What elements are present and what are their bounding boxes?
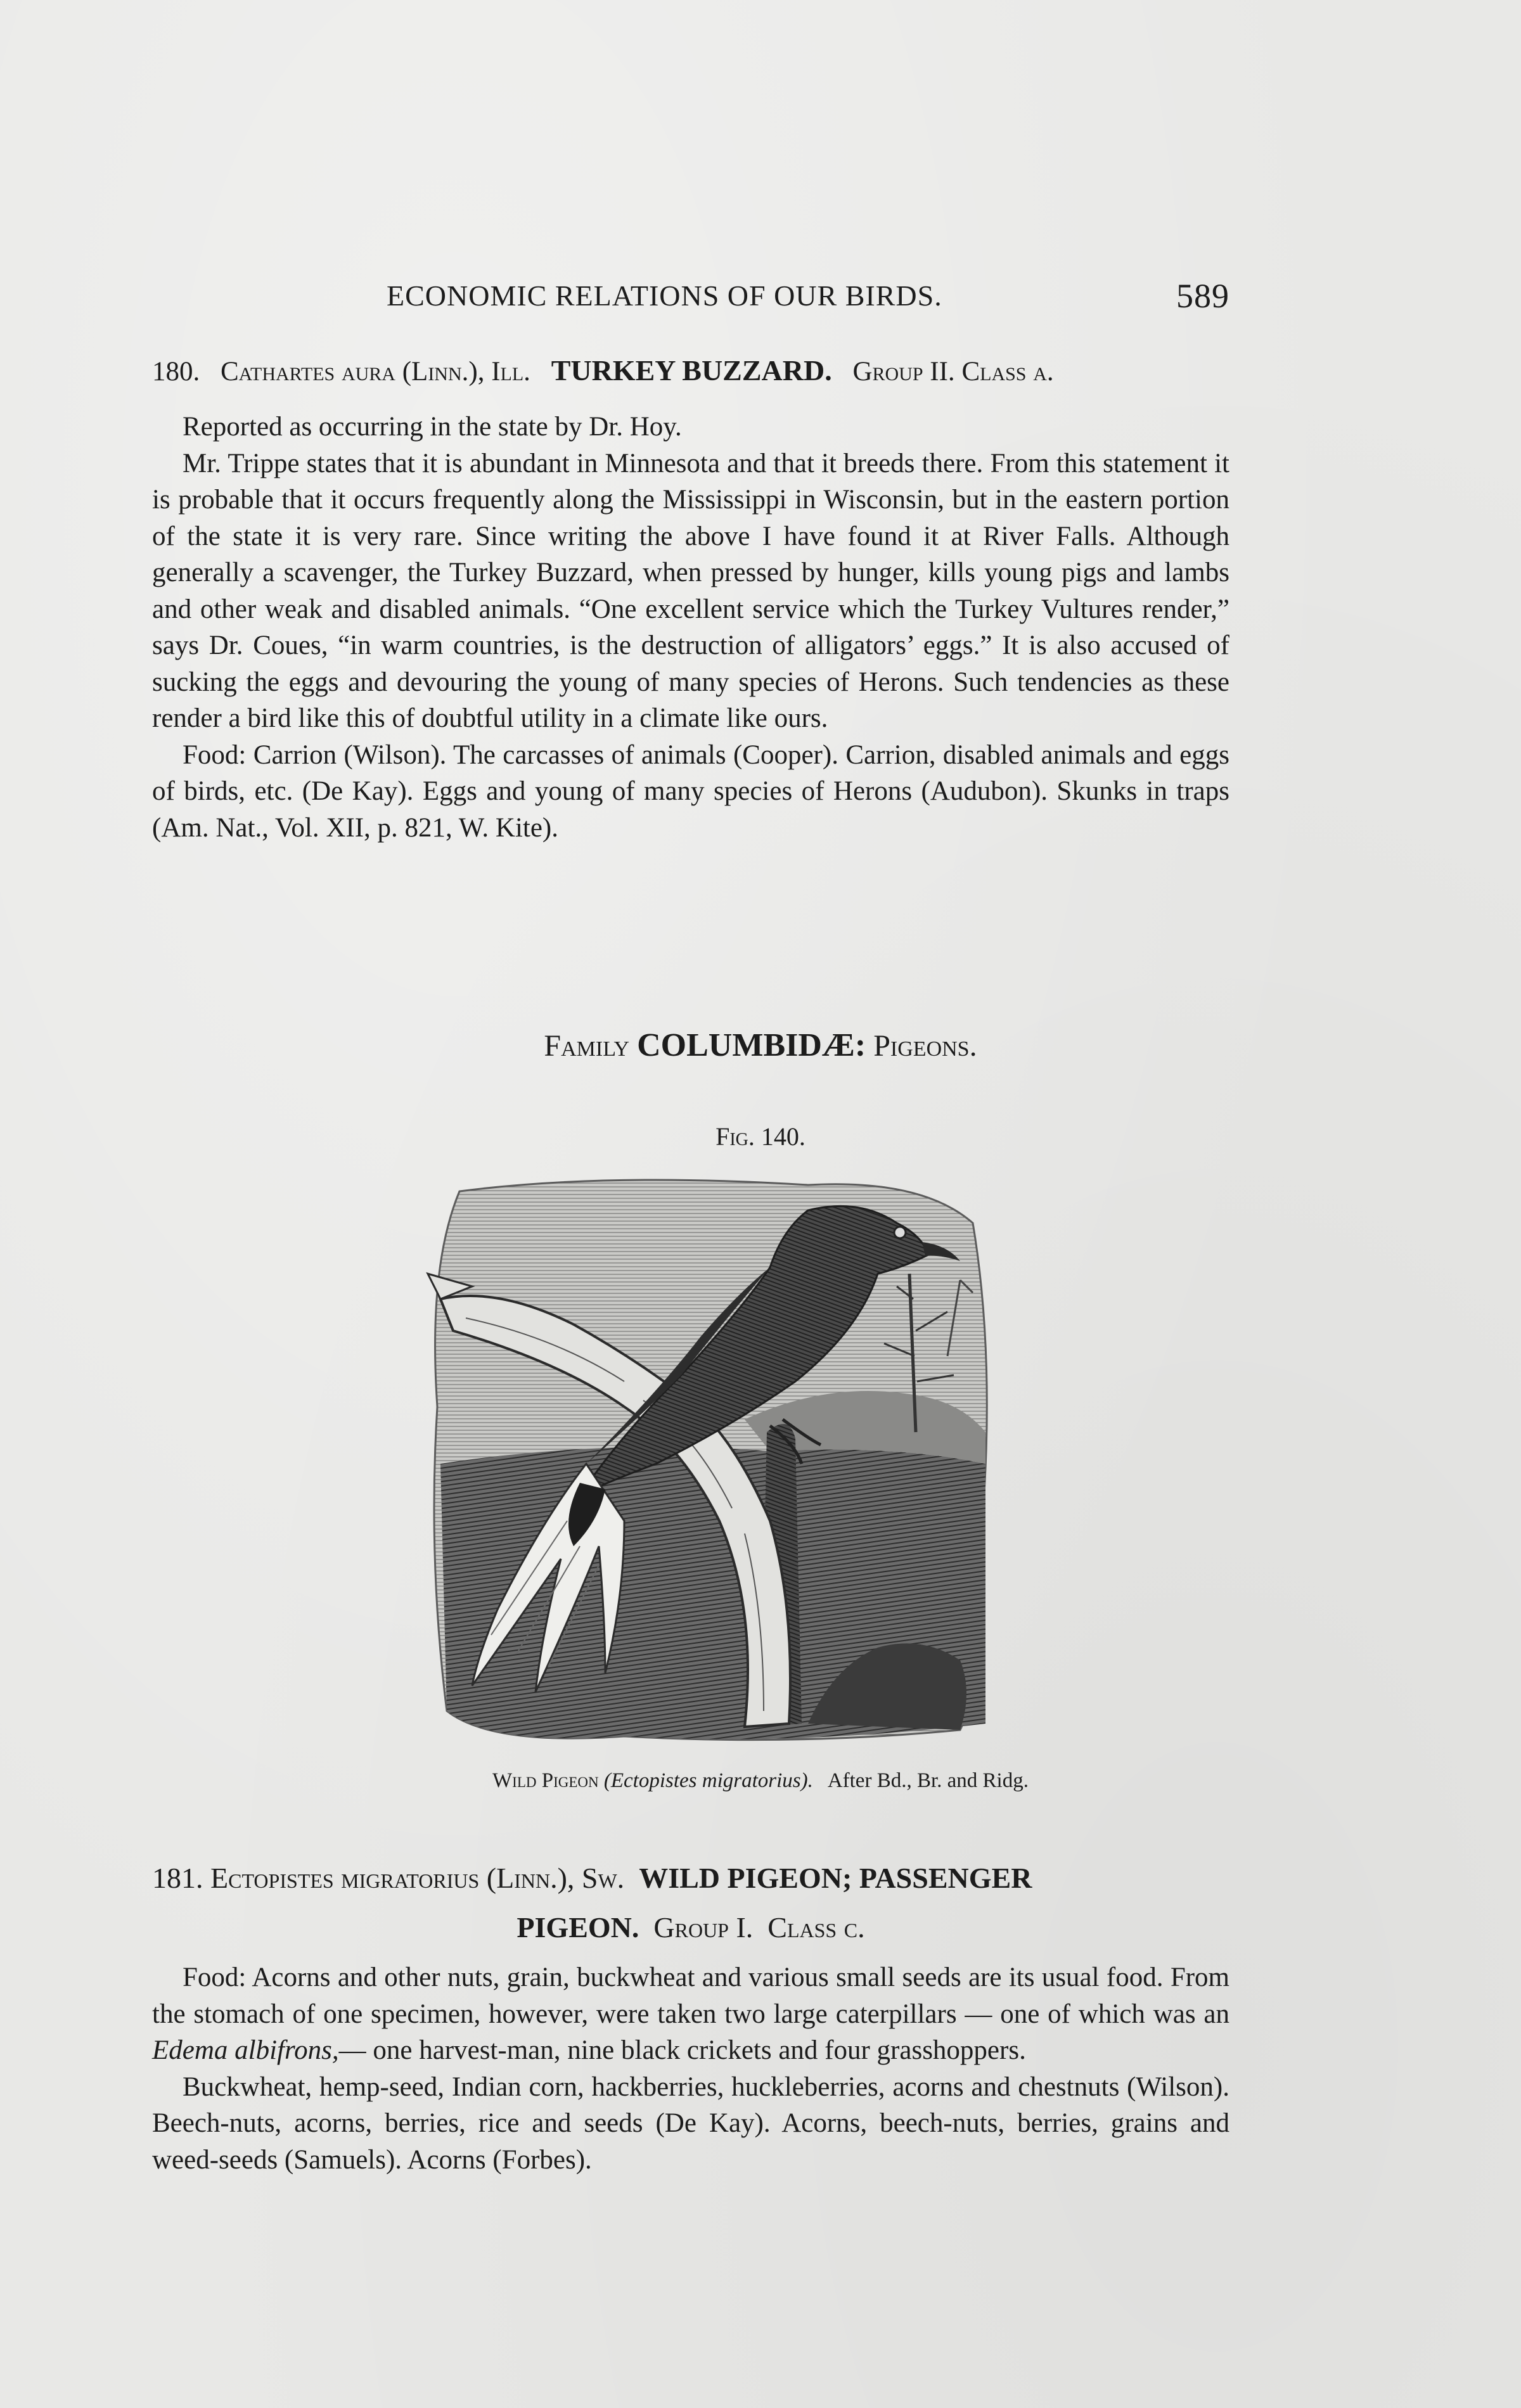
family-prefix: Family (544, 1029, 630, 1063)
running-head (152, 272, 1229, 317)
species-heading-181 (152, 1854, 1229, 1952)
caption-latin-name: (Ectopistes migratorius). (603, 1769, 813, 1792)
genus-name: Ectopistes (210, 1862, 334, 1894)
page-number: 589 (1176, 277, 1229, 315)
para1-before: Food: Acorns and other nuts, grain, buckwheat and various small seeds are its usual food. From the stomach of one specimen, however, were taken two large caterpillars — one of which was an (152, 1963, 1229, 2029)
common-name-line1: WILD PIGEON; PASSENGER (639, 1862, 1032, 1894)
species-heading-180 (152, 354, 1229, 387)
entry-number: 181. (152, 1862, 203, 1894)
para1-after: — one harvest-man, nine black crickets and four grasshoppers. (338, 2035, 1026, 2065)
family-name: COLUMBIDÆ: (637, 1027, 866, 1063)
caption-credit: After Bd., Br. and Ridg. (827, 1769, 1029, 1792)
species-heading-line2 (152, 1903, 1229, 1952)
group-label: Group I. (653, 1911, 754, 1944)
authority: (Linn.), Sw. (486, 1862, 625, 1894)
class-label: Class a. (961, 357, 1054, 387)
figure-label: Fig. 140. (716, 1122, 805, 1151)
group-label: Group II. (852, 357, 955, 387)
caption-common-name: Wild Pigeon (492, 1769, 599, 1792)
entry-181-body (152, 1959, 1229, 2178)
paragraph: Buckwheat, hemp-seed, Indian corn, hackberries, huckleberries, acorns and chestnuts (Wilson). Beech-nuts, acorns, berries, rice and seeds (De Kay). Acorns, beech-nuts, berries, grains and weed-seeds (Samuels). Acorns (Forbes). (152, 2072, 1229, 2175)
genus-name: Cathartes (221, 357, 335, 387)
authority: (Linn.), Ill. (402, 357, 530, 387)
paragraph: Food: Carrion (Wilson). The carcasses of animals (Cooper). Carrion, disabled animals and eggs of birds, etc. (De Kay). Eggs and young of many species of Herons (Audubon). Skunks in traps (Am. Nat., Vol. XII, p. 821, W. Kite). (152, 740, 1229, 843)
common-name-line2: PIGEON. (517, 1911, 639, 1944)
paragraph: Reported as occurring in the state by Dr. Hoy. (183, 412, 682, 442)
family-heading (0, 1027, 1521, 1064)
figure-caption (0, 1769, 1521, 1793)
entry-number: 180. (152, 357, 200, 387)
family-common: Pigeons. (873, 1029, 977, 1063)
entry-180-body (152, 409, 1229, 846)
common-name: TURKEY BUZZARD. (551, 354, 832, 387)
species-name: migratorius (341, 1862, 480, 1894)
paragraph (152, 1959, 1229, 2069)
class-label: Class c. (767, 1911, 865, 1944)
species-name: aura (341, 357, 395, 387)
paragraph: Mr. Trippe states that it is abundant in Minnesota and that it breeds there. From this statement it is probable that it occurs frequently along the Mississippi in Wisconsin, but in the eastern portion of the state it is very rare. Since writing the above I have found it at River Falls. Although generally a scavenger, the Turkey Buzzard, when pressed by hunger, kills young pigs and lambs and other weak and disabled animals. “One excellent service which the Turkey Vultures render,” says Dr. Coues, “in warm countries, is the destruction of alligators’ eggs.” It is also accused of sucking the eggs and devouring the young of many species of Herons. Such tendencies as these render a bird like this of doubtful utility in a climate like ours. (152, 448, 1229, 733)
wild-pigeon-engraving (415, 1166, 998, 1749)
running-head-title: ECONOMIC RELATIONS OF OUR BIRDS. (387, 279, 942, 312)
para1-italic-name: Edema albifrons, (152, 2035, 339, 2065)
